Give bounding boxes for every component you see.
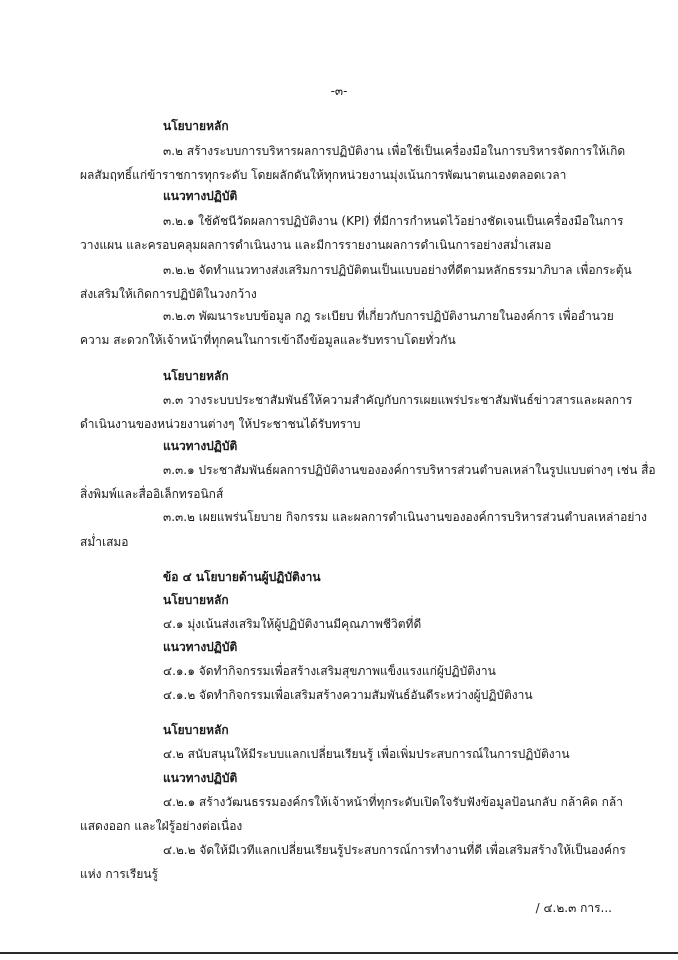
page-number: -๓-: [330, 84, 348, 98]
paragraph-line: ๓.๒.๒ จัดทำแนวทางส่งเสริมการปฏิบัติตนเป็นแบบอย่างที่ดีตามหลักธรรมาภิบาล เพื่อกระตุ้น: [163, 263, 632, 277]
paragraph-line: ๔.๒.๒ จัดให้มีเวทีแลกเปลี่ยนเรียนรู้ประสบการณ์การทำงานที่ดี เพื่อเสริมสร้างให้เป็นองค์กร: [163, 843, 626, 857]
paragraph-line: ๓.๒ สร้างระบบการบริหารผลการปฏิบัติงาน เพื่อใช้เป็นเครื่องมือในการบริหารจัดการให้เกิด: [163, 144, 626, 158]
paragraph-line: ๓.๒.๑ ใช้ดัชนีวัดผลการปฏิบัติงาน (KPI) ที่มีการกำหนดไว้อย่างชัดเจนเป็นเครื่องมือในการ: [163, 214, 624, 228]
paragraph-line: ๔.๒ สนับสนุนให้มีระบบแลกเปลี่ยนเรียนรู้ เพื่อเพิ่มประสบการณ์ในการปฏิบัติงาน: [163, 747, 570, 761]
page-bottom-border: [0, 952, 678, 954]
guideline-heading: แนวทางปฏิบัติ: [163, 771, 238, 785]
paragraph-line: แห่ง การเรียนรู้: [80, 867, 158, 881]
guideline-heading: แนวทางปฏิบัติ: [163, 640, 238, 654]
policy-heading: นโยบายหลัก: [163, 119, 229, 133]
paragraph-line: ๓.๓.๒ เผยแพร่นโยบาย กิจกรรม และผลการดำเนินงานขององค์การบริหารส่วนตำบลเหล่าอย่าง: [163, 510, 647, 524]
paragraph-line: สิ่งพิมพ์และสื่ออิเล็กทรอนิกส์: [80, 487, 224, 501]
section-heading: ข้อ ๔ นโยบายด้านผู้ปฏิบัติงาน: [163, 570, 321, 584]
policy-heading: นโยบายหลัก: [163, 369, 229, 383]
paragraph-line: ๓.๓.๑ ประชาสัมพันธ์ผลการปฏิบัติงานขององค์การบริหารส่วนตำบลเหล่าในรูปแบบต่างๆ เช่น สื่อ: [163, 463, 656, 477]
paragraph-line: ส่งเสริมให้เกิดการปฏิบัติในวงกว้าง: [80, 287, 257, 301]
policy-heading: นโยบายหลัก: [163, 723, 229, 737]
paragraph-line: วางแผน และครอบคลุมผลการดำเนินงาน และมีการรายงานผลการดำเนินการอย่างสม่ำเสมอ: [80, 238, 552, 252]
paragraph-line: ผลสัมฤทธิ์แก่ข้าราชการทุกระดับ โดยผลักดันให้ทุกหน่วยงานมุ่งเน้นการพัฒนาตนเองตลอดเวลา: [80, 168, 567, 182]
paragraph-line: ความ สะดวกให้เจ้าหน้าที่ทุกคนในการเข้าถึงข้อมูลและรับทราบโดยทั่วกัน: [80, 333, 456, 347]
paragraph-line: ๔.๑.๒ จัดทำกิจกรรมเพื่อเสริมสร้างความสัมพันธ์อันดีระหว่างผู้ปฏิบัติงาน: [163, 688, 533, 702]
paragraph-line: ดำเนินงานของหน่วยงานต่างๆ ให้ประชาชนได้รับทราบ: [80, 417, 361, 431]
paragraph-line: ๔.๒.๑ สร้างวัฒนธรรมองค์กรให้เจ้าหน้าที่ทุกระดับเปิดใจรับฟังข้อมูลป้อนกลับ กล้าคิด กล้า: [163, 795, 623, 809]
paragraph-line: ๔.๑.๑ จัดทำกิจกรรมเพื่อสร้างเสริมสุขภาพแข็งแรงแก่ผู้ปฏิบัติงาน: [163, 664, 496, 678]
policy-heading: นโยบายหลัก: [163, 593, 229, 607]
guideline-heading: แนวทางปฏิบัติ: [163, 439, 238, 453]
paragraph-line: ๓.๓ วางระบบประชาสัมพันธ์ให้ความสำคัญกับการเผยแพร่ประชาสัมพันธ์ข่าวสารและผลการ: [163, 393, 633, 407]
continuation-marker: / ๔.๒.๓ การ...: [535, 901, 612, 915]
guideline-heading: แนวทางปฏิบัติ: [163, 189, 238, 203]
paragraph-line: ๓.๒.๓ พัฒนาระบบข้อมูล กฎ ระเบียบ ที่เกี่ยวกับการปฏิบัติงานภายในองค์การ เพื่ออำนวย: [163, 309, 614, 323]
paragraph-line: สม่ำเสมอ: [80, 535, 129, 549]
paragraph-line: แสดงออก และใฝ่รู้อย่างต่อเนื่อง: [80, 819, 243, 833]
paragraph-line: ๔.๑ มุ่งเน้นส่งเสริมให้ผู้ปฏิบัติงานมีคุณภาพชีวิตที่ดี: [163, 617, 422, 631]
